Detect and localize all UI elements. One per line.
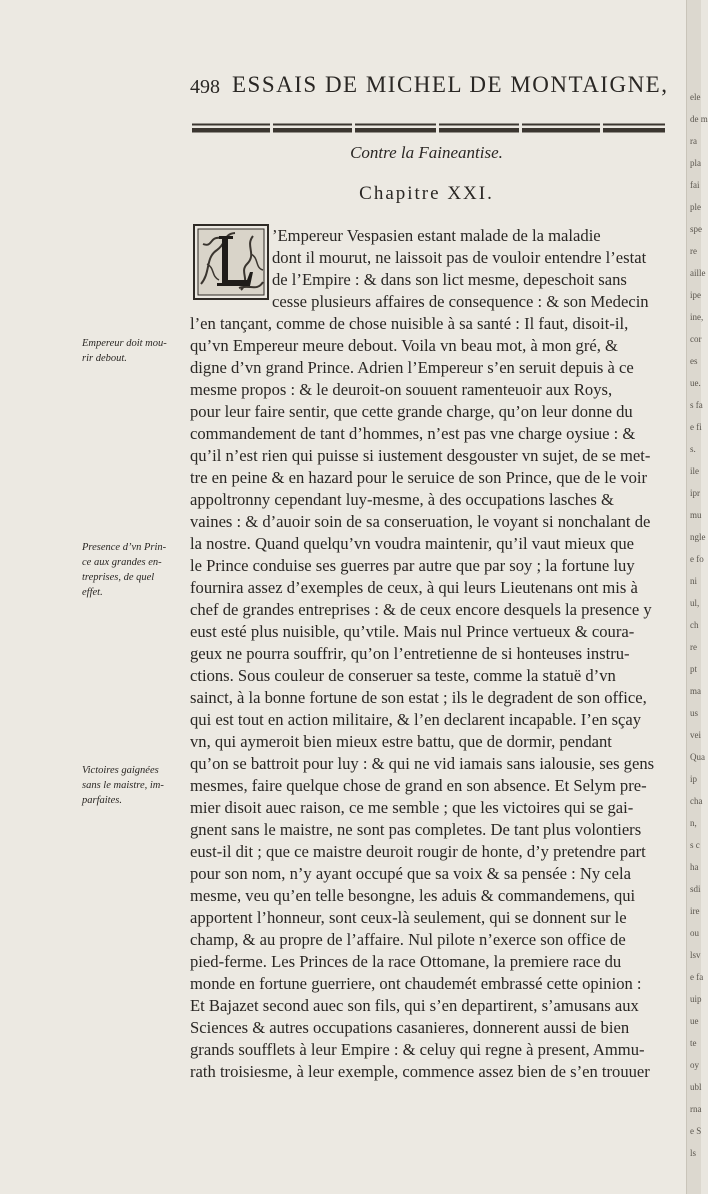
facing-page-fragment: ul,: [690, 598, 700, 608]
body-line: le Prince conduise ses guerres par autre que par soy ; la fortune luy: [190, 556, 635, 575]
facing-page-fragment: e fi: [690, 422, 702, 432]
body-line: qu’on se battroit pour luy : & qui ne vid iamais sans ialousie, ses gens: [190, 754, 655, 773]
facing-page-fragment: pla: [690, 158, 701, 168]
body-line: mesme, veu qu’en telle besongne, les aduis & commandemens, qui: [190, 886, 636, 905]
body-line: tre en peine & en hazard pour le seruice de son Prince, que de le voir: [190, 468, 648, 487]
body-line: Et Bajazet second auec son fils, qui s’en departirent, s’amusans aux: [190, 996, 639, 1015]
body-line: ’Empereur Vespasien estant malade de la maladie: [272, 226, 601, 245]
facing-page-fragment: aille: [690, 268, 706, 278]
body-line: appoltronny cependant luy-mesme, à des occupations lasches &: [190, 490, 614, 509]
facing-page-fragment: ile: [690, 466, 699, 476]
body-line: gnent sans le maistre, ne sont pas completes. De tant plus volontiers: [190, 820, 642, 839]
facing-page-fragment: spe: [690, 224, 702, 234]
facing-page-fragment: e S: [690, 1126, 702, 1136]
body-line: grands soufflets à leur Empire : & celuy qui regne à present, Ammu-: [190, 1040, 645, 1059]
body-line: pour leur faire sentir, que cette grande charge, qu’on leur donne du: [190, 402, 633, 421]
body-line: vn, qui aymeroit bien mieux estre battu, que de dormir, pendant: [190, 732, 612, 751]
body-line: eust esté plus nuisible, qu’vtile. Mais nul Prince vertueux & coura-: [190, 622, 635, 641]
body-line: eust-il dit ; que ce maistre deuroit rougir de honte, d’y pretendre part: [190, 842, 646, 861]
facing-page-fragment: cor: [690, 334, 702, 344]
facing-page-fragment: ue: [690, 1016, 699, 1026]
body-line: mesme propos : & le deuroit-on souuent ramenteuoir aux Roys,: [190, 380, 613, 399]
body-line: digne d’vn grand Prince. Adrien l’Empereur s’en seruit depuis à ce: [190, 358, 634, 377]
body-line: rath troisiesme, à leur exemple, commence assez bien de s’en trouuer: [190, 1062, 650, 1081]
facing-page-fragment: ire: [690, 906, 700, 916]
facing-page-fragment: oy: [690, 1060, 699, 1070]
facing-page-fragment: e fa: [690, 972, 704, 982]
body-line: apportent l’honneur, sont ceux-là seulement, qui se donnent sur le: [190, 908, 627, 927]
body-line: geux ne pourra souffrir, qu’on l’entretienne de si honteuses instru-: [190, 644, 630, 663]
body-line: pour son nom, n’y ayant occupé que sa voix & sa pensée : Ny cela: [190, 864, 631, 883]
body-line: commandement de tant d’hommes, n’est pas vne charge oysiue : &: [190, 424, 636, 443]
page-header: [190, 70, 669, 104]
body-line: dont il mourut, ne laissoit pas de vouloir entendre l’estat: [272, 248, 647, 267]
body-line: sainct, à la bonne fortune de son estat ; ils le degradent de son office,: [190, 688, 647, 707]
ornamental-rule: [192, 122, 665, 134]
chapter-heading: Chapitre XXI.: [359, 183, 494, 204]
facing-page-fragment: ngle: [690, 532, 706, 542]
decorated-initial-letter: [193, 224, 269, 300]
facing-page-fragment: vei: [690, 730, 701, 740]
facing-page-fragment: lsv: [690, 950, 701, 960]
body-line: vaines : & d’auoir soin de sa conseruation, le voyant si nonchalant de: [190, 512, 651, 531]
facing-page-fragment: s fa: [690, 400, 703, 410]
body-line: de l’Empire : & dans son lict mesme, depeschoit sans: [272, 270, 627, 289]
body-line: chef de grandes entreprises : & de ceux encore desquels la presence y: [190, 600, 652, 619]
facing-page-fragment: ine,: [690, 312, 704, 322]
facing-page-fragment: ip: [690, 774, 698, 784]
body-line: Sciences & autres occupations casanieres, donnerent aussi de bien: [190, 1018, 630, 1037]
facing-page-fragment: ele: [690, 92, 701, 102]
margin-note-line: Victoires gaignées: [82, 765, 159, 776]
facing-page-fragment: cha: [690, 796, 703, 806]
facing-page-edge: [686, 0, 708, 1194]
margin-note-line: effet.: [82, 587, 103, 598]
facing-page-fragment: ha: [690, 862, 699, 872]
facing-page-fragment: ue.: [690, 378, 701, 388]
facing-page-fragment: es: [690, 356, 698, 366]
margin-note-line: Empereur doit mou-: [82, 338, 167, 349]
body-line: mesmes, faire quelque chose de grand en son absence. Et Selym pre-: [190, 776, 647, 795]
facing-page-fragment: re: [690, 642, 697, 652]
running-title: ESSAIS DE MICHEL DE MONTAIGNE,: [232, 72, 669, 97]
margin-note-line: treprises, de quel: [82, 572, 155, 583]
facing-page-fragment: us: [690, 708, 699, 718]
facing-page-fragment: uip: [690, 994, 702, 1004]
facing-page-fragment: ls: [690, 1148, 697, 1158]
facing-page-fragment: n,: [690, 818, 697, 828]
body-line: qui est tout en action militaire, & l’en declarent incapable. I’en sçay: [190, 710, 642, 729]
facing-page-fragment: ma: [690, 686, 701, 696]
body-line: ctions. Sous couleur de conseruer sa teste, comme la statuë d’vn: [190, 666, 616, 685]
body-line: cesse plusieurs affaires de consequence : & son Medecin: [272, 292, 649, 311]
margin-note-line: sans le maistre, im-: [82, 780, 164, 791]
facing-page-fragment: s.: [690, 444, 696, 454]
facing-page-fragment: re: [690, 246, 697, 256]
section-title: Contre la Faineantise.: [350, 143, 503, 162]
body-line: la nostre. Quand quelqu’vn voudra maintenir, qu’il vaut mieux que: [190, 534, 635, 553]
margin-note-line: rir debout.: [82, 353, 127, 364]
body-line: mier disoit auec raison, ce me semble ; que les victoires qui se gai-: [190, 798, 634, 817]
facing-page-fragment: mu: [690, 510, 702, 520]
body-line: pied-ferme. Les Princes de la race Ottomane, la premiere race du: [190, 952, 622, 971]
facing-page-fragment: e fo: [690, 554, 704, 564]
margin-note-line: parfaites.: [82, 795, 122, 806]
facing-page-fragment: rna: [690, 1104, 702, 1114]
facing-page-fragment: sdi: [690, 884, 701, 894]
facing-page-fragment: fai: [690, 180, 700, 190]
facing-page-fragment: ou: [690, 928, 699, 938]
facing-page-fragment: te: [690, 1038, 697, 1048]
margin-note-line: ce aux grandes en-: [82, 557, 162, 568]
facing-page-fragment: ipe: [690, 290, 701, 300]
facing-page-fragment: de m: [690, 114, 708, 124]
body-line: champ, & au propre de l’affaire. Nul pilote n’exerce son office de: [190, 930, 626, 949]
facing-page-fragment: ch: [690, 620, 699, 630]
margin-note-line: Presence d’vn Prin-: [82, 542, 167, 553]
facing-page-fragment: Qua: [690, 752, 705, 762]
body-line: fournira assez d’exemples de ceux, à qui leurs Lieutenans ont mis à: [190, 578, 638, 597]
facing-page-fragment: ni: [690, 576, 698, 586]
body-line: qu’vn Empereur meure debout. Voila vn beau mot, à mon gré, &: [190, 336, 618, 355]
facing-page-fragment: ipr: [690, 488, 700, 498]
facing-page-fragment: ple: [690, 202, 701, 212]
body-line: monde en fortune guerriere, ont chaudemét embrassé cette opinion :: [190, 974, 642, 993]
facing-page-fragment: s c: [690, 840, 700, 850]
facing-page-fragment: ubl: [690, 1082, 702, 1092]
page-number: 498: [190, 76, 220, 98]
facing-page-fragment: pt: [690, 664, 698, 674]
body-line: qu’il n’est rien qui puisse si iustement desgouster vn sujet, de se met-: [190, 446, 651, 465]
facing-page-fragment: ra: [690, 136, 697, 146]
body-line: l’en tançant, comme de chose nuisible à sa santé : Il faut, disoit-il,: [190, 314, 629, 333]
